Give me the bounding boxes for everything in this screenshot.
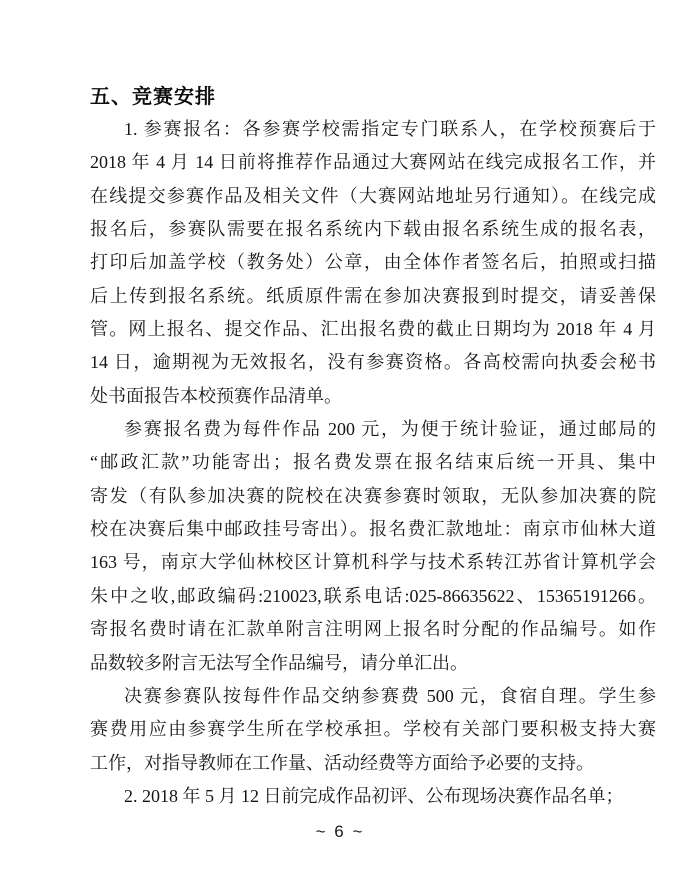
text-line: 参赛报名费为每件作品 200 元，为便于统计验证，通过邮局的	[124, 419, 656, 440]
text-line: 管。网上报名、提交作品、汇出报名费的截止日期均为 2018 年 4 月	[90, 319, 656, 340]
text-line: 后上传到报名系统。纸质原件需在参加决赛报到时提交，请妥善保	[90, 285, 656, 306]
text-line: 工作，对指导教师在工作量、活动经费等方面给予必要的支持。	[90, 752, 594, 773]
document-body	[90, 85, 656, 813]
text-line: 2. 2018 年 5 月 12 日前完成作品初评、公布现场决赛作品名单；	[124, 785, 624, 806]
text-line: “邮政汇款”功能寄出；报名费发票在报名结束后统一开具、集中	[90, 452, 656, 473]
text-line: 校在决赛后集中邮政挂号寄出）。报名费汇款地址：南京市仙林大道	[90, 519, 656, 540]
page-number: ~ 6 ~	[315, 822, 365, 841]
text-line: 决赛参赛队按每件作品交纳参赛费 500 元，食宿自理。学生参	[124, 685, 656, 706]
text-line: 报名后，参赛队需要在报名系统内下载由报名系统生成的报名表，	[90, 219, 656, 240]
text-line: 14 日，逾期视为无效报名，没有参赛资格。各高校需向执委会秘书	[90, 352, 656, 373]
text-line: 1. 参赛报名：各参赛学校需指定专门联系人，在学校预赛后于	[124, 119, 656, 139]
text-line: 2018 年 4 月 14 日前将推荐作品通过大赛网站在线完成报名工作，并	[90, 152, 656, 173]
text-line: 打印后加盖学校（教务处）公章，由全体作者签名后，拍照或扫描	[90, 252, 656, 273]
text-line: 寄发（有队参加决赛的院校在决赛参赛时领取，无队参加决赛的院	[90, 485, 656, 506]
text-line: 处书面报告本校预赛作品清单。	[90, 385, 342, 406]
section-text	[90, 113, 656, 813]
text-line: 赛费用应由参赛学生所在学校承担。学校有关部门要积极支持大赛	[90, 719, 656, 740]
section-heading: 五、竞赛安排	[90, 86, 216, 108]
text-line: 朱中之收,邮政编码:210023,联系电话:025-86635622、15365191266。	[90, 585, 656, 606]
text-line: 寄报名费时请在汇款单附言注明网上报名时分配的作品编号。如作	[90, 619, 656, 640]
text-line: 163 号，南京大学仙林校区计算机科学与技术系转江苏省计算机学会	[90, 552, 656, 573]
text-line: 品数较多附言无法写全作品编号，请分单汇出。	[90, 652, 468, 673]
text-line: 在线提交参赛作品及相关文件（大赛网站地址另行通知）。在线完成	[90, 185, 656, 206]
